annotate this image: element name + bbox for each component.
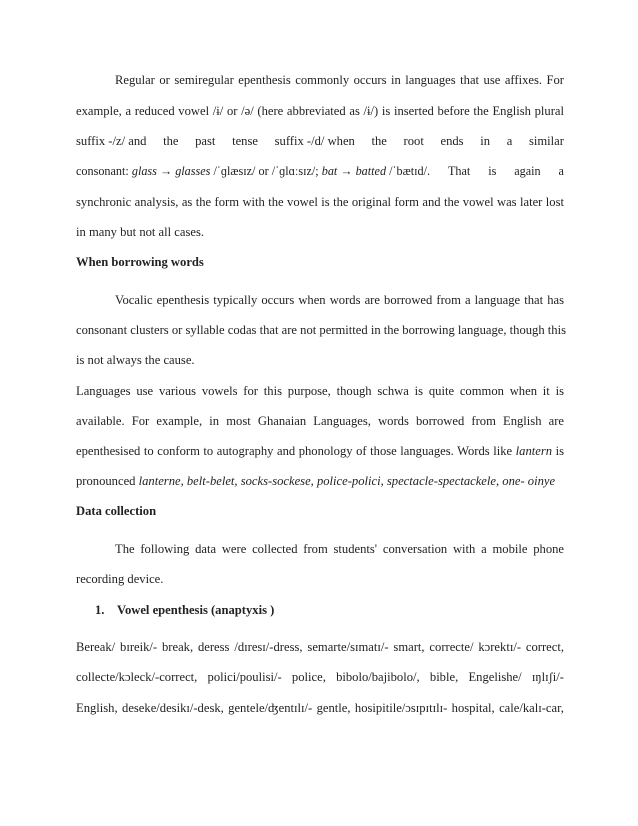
word: tense [232, 134, 258, 148]
word: root [403, 134, 424, 148]
section-heading: Data collection [76, 504, 157, 518]
word: polici/poulisi/- [207, 670, 282, 684]
paragraph-line: Languages use various vowels for this purpose, though schwa is quite common when it is [76, 384, 564, 398]
paragraph-line: recording device. [76, 572, 164, 586]
paragraph-line [76, 163, 564, 179]
paragraph-line: available. For example, in most Ghanaian Languages, words borrowed from English are [76, 414, 564, 428]
word: bible, [429, 670, 459, 684]
paragraph-line: The following data were collected from students' conversation with a mobile phone [115, 542, 564, 556]
word: police, [291, 670, 326, 684]
word: ends [440, 134, 464, 148]
word: the [163, 134, 179, 148]
word: Engelishe/ [468, 670, 522, 684]
word: gentele/ʤentɪlɪ/- [228, 701, 313, 715]
word: past [195, 134, 216, 148]
paragraph-line [76, 669, 564, 685]
word: again [514, 164, 541, 178]
numbered-heading-text: Vowel epenthesis (anaptyxis ) [117, 603, 275, 617]
paragraph-line: in many but not all cases. [76, 225, 205, 239]
word: ɪŋlɪʃi/- [531, 670, 564, 684]
word: collecte/kɔleck/-correct, [76, 670, 198, 684]
word: similar [528, 134, 564, 148]
paragraph-line: epenthesised to conform to autography and phonology of those languages. Words like lantern is [76, 444, 564, 458]
word: is [488, 164, 497, 178]
word: deseke/desikɪ/-desk, [122, 701, 224, 715]
paragraph-line: Regular or semiregular epenthesis commonly occurs in languages that use affixes. For [115, 73, 564, 87]
word: English, [76, 701, 118, 715]
paragraph-line: pronounced lanterne, belt-belet, socks-sockese, police-polici, spectacle-spectackele, one- oinye [76, 474, 556, 488]
paragraph-line [76, 133, 564, 149]
numbered-heading [95, 602, 583, 618]
paragraph-line: synchronic analysis, as the form with the vowel is the original form and the vowel was later lost [76, 195, 564, 209]
word: suffix -/z/ and [76, 134, 147, 148]
word: suffix -/d/ when [274, 134, 355, 148]
paragraph-line: Vocalic epenthesis typically occurs when words are borrowed from a language that has [115, 293, 564, 307]
word: a [558, 164, 564, 178]
word: the [371, 134, 387, 148]
paragraph-line: is not always the cause. [76, 353, 195, 367]
paragraph-line: Bereak/ bɪreik/- break, deress /dɪresɪ/-dress, semarte/sɪmatɪ/- smart, correcte/ kɔrektɪ/- correct, [76, 640, 564, 654]
word: in [480, 134, 491, 148]
section-heading: When borrowing words [76, 255, 204, 269]
word: bibolo/bajibolo/, [336, 670, 420, 684]
paragraph-line: example, a reduced vowel /ɨ/ or /ə/ (here abbreviated as /ɨ/) is inserted before the English plural [76, 104, 564, 118]
word: a [506, 134, 513, 148]
word: hospital, [451, 701, 495, 715]
list-number: 1. [95, 603, 105, 617]
word: hosipitile/ɔsɪpɪtɪlɪ- [354, 701, 448, 715]
example-phrase: consonant: glass → glasses /ˈɡlæsɪz/ or /ˈɡlɑːsɪz/; bat → batted /ˈbætɪd/. [76, 164, 431, 178]
paragraph-line: consonant clusters or syllable codas that are not permitted in the borrowing language, though this [76, 323, 566, 337]
word: That [447, 164, 471, 178]
word: cale/kalɪ-car, [499, 701, 564, 715]
word: gentle, [316, 701, 351, 715]
paragraph-line [76, 700, 564, 716]
